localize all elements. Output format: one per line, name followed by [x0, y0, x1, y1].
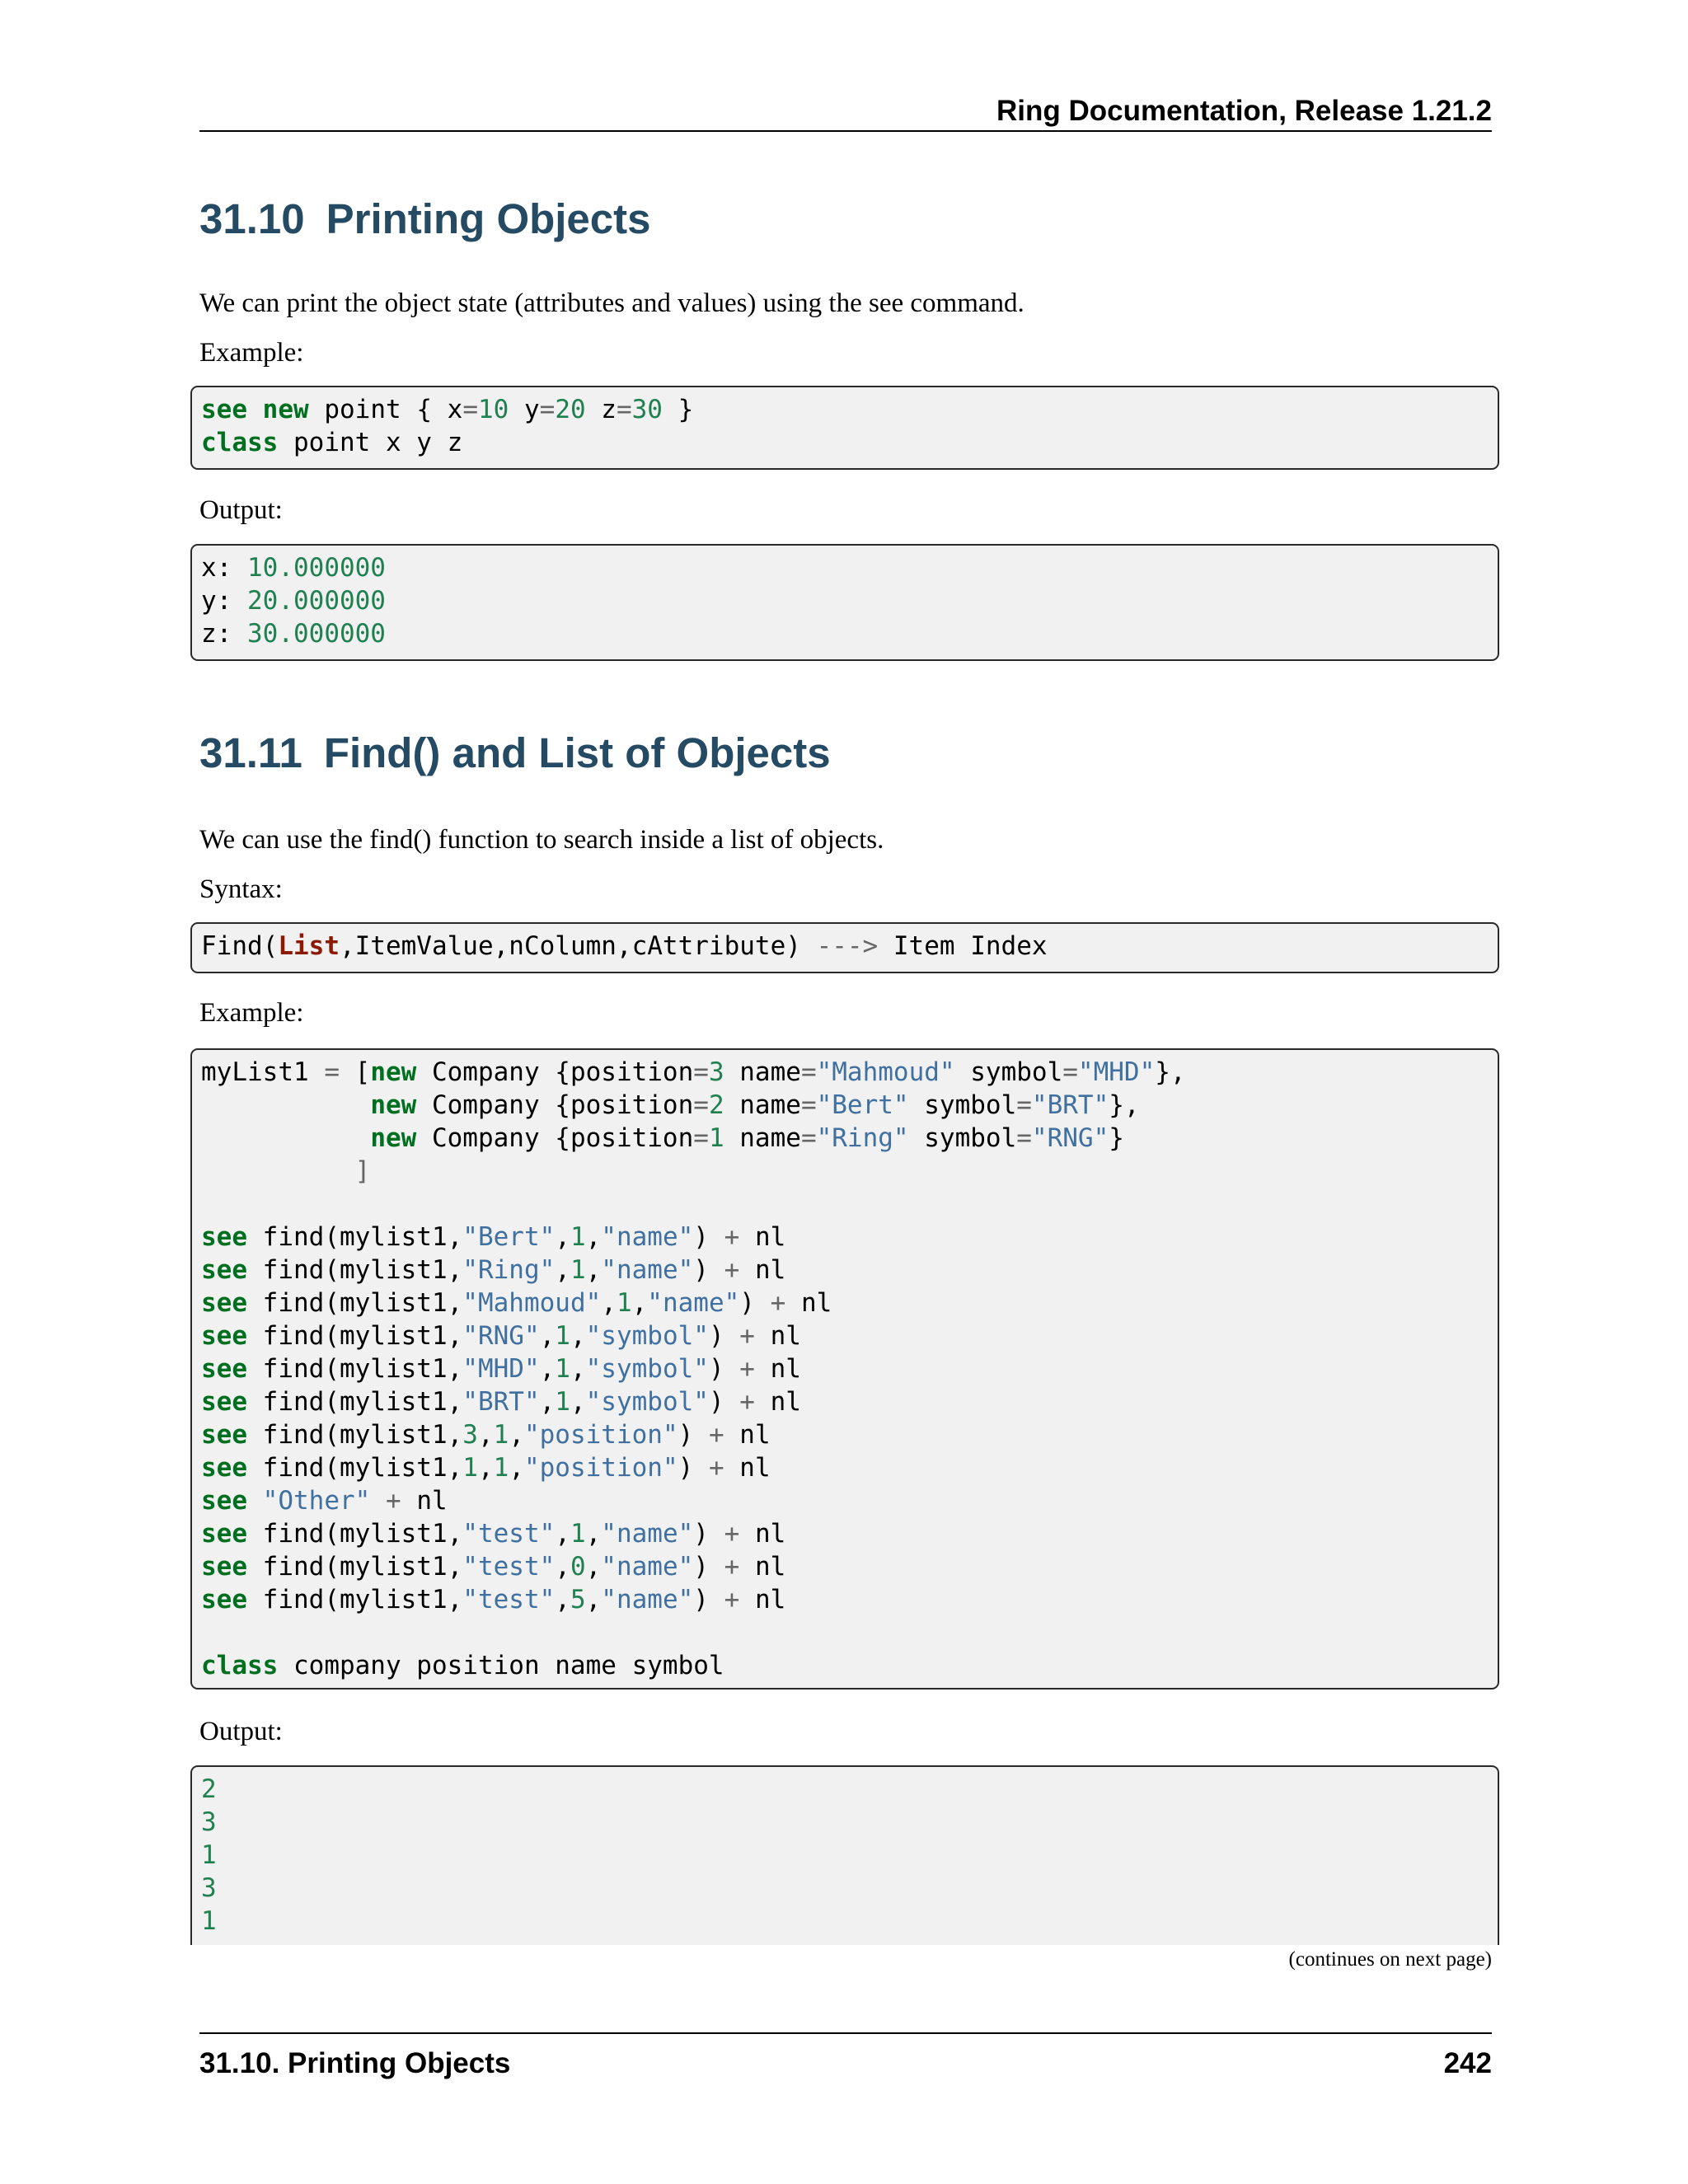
- running-footer: [199, 2032, 1492, 2085]
- output-content: 2 3 1 3 1: [201, 1774, 217, 1936]
- document-page: [199, 0, 1492, 2184]
- running-header: Ring Documentation, Release 1.21.2: [199, 92, 1492, 132]
- page-number: 242: [1443, 2047, 1492, 2079]
- section-number: 31.11: [199, 729, 302, 776]
- section-number: 31.10: [199, 195, 305, 242]
- example-label: Example:: [199, 998, 304, 1028]
- syntax-label: Syntax:: [199, 874, 283, 904]
- section-heading-find-objects: [199, 729, 831, 778]
- output-content: x: 10.000000 y: 20.000000 z: 30.000000: [201, 553, 386, 649]
- code-keyword: see: [201, 395, 247, 424]
- footer-section: 31.10. Printing Objects: [199, 2047, 511, 2079]
- code-block-find-output: [190, 1765, 1499, 1945]
- continues-note: (continues on next page): [1288, 1948, 1492, 1971]
- section-intro: We can use the find() function to search inside a list of objects.: [199, 825, 884, 855]
- code-block-find-example: [190, 1048, 1499, 1690]
- output-label: Output:: [199, 495, 283, 525]
- code-content: see new point { x=10 y=20 z=30 } class point x y z: [201, 395, 694, 457]
- section-intro: We can print the object state (attributes and values) using the see command.: [199, 288, 1025, 318]
- example-label: Example:: [199, 338, 304, 368]
- section-title: Find() and List of Objects: [323, 729, 831, 776]
- syntax-content: Find(List,ItemValue,nColumn,cAttribute) ---> Item Index: [201, 931, 1048, 961]
- code-block-output: [190, 544, 1499, 661]
- code-block-syntax: [190, 922, 1499, 973]
- code-content: myList1 = [new Company {position=3 name="Mahmoud" symbol="MHD"}, new Company {position=2 name="Bert" symbol="BRT"}, new Company {position=1 name="Ring" symbol="RNG"} ] see find(mylist1,"Bert",1,"name") + nl see find(mylist1,"Ring",1,"name") + nl see find(mylist1,"Mahmoud",1,"name") + nl see find(mylist1,"RNG",1,"symbol") + nl see find(mylist1,"MHD",1,"symbol") + nl see find(mylist1,"BRT",1,"symbol") + nl see find(mylist1,3,1,"position") + nl see find(mylist1,1,1,"position") + nl see "Other" + nl see find(mylist1,"test",1,"name") + nl see find(mylist1,"test",0,"name") + nl see find(mylist1,"test",5,"name") + nl class company position name symbol: [201, 1057, 1186, 1680]
- output-label: Output:: [199, 1717, 283, 1746]
- section-title: Printing Objects: [326, 195, 651, 242]
- section-heading-printing-objects: [199, 194, 651, 244]
- code-block-example: [190, 386, 1499, 470]
